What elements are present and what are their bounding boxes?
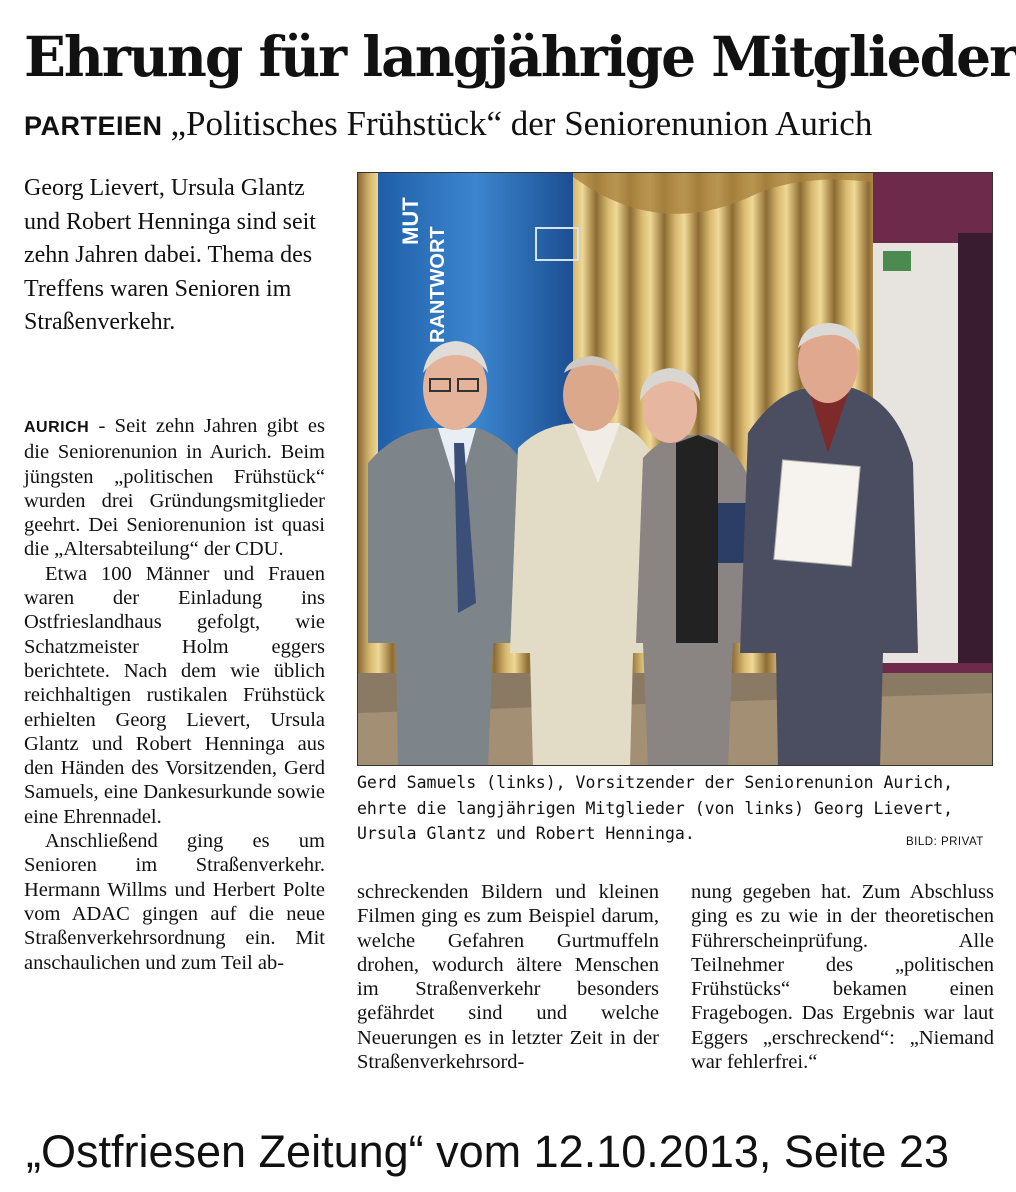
dateline: AURICH (24, 419, 90, 436)
headline: Ehrung für langjährige Mitglieder (24, 24, 1016, 89)
article-paragraph-4: schreckenden Bildern und kleinen Filmen ging es zum Beispiel darum, welche Gefahren Gurtmuffeln drohen, wodurch ältere Menschen im Straßenverkehr besonders gefährdet sind und welche Neuerungen es in letzter Zeit in der Straßenverkehrsord- (357, 881, 659, 1074)
photo-illustration (358, 173, 993, 766)
source-footer: „Ostfriesen Zeitung“ vom 12.10.2013, Seite 23 (26, 1126, 950, 1177)
kicker: PARTEIEN (24, 111, 163, 141)
photo-credit: BILD: PRIVAT (906, 836, 984, 848)
subheadline: „Politisches Frühstück“ der Seniorenunion Aurich (170, 104, 873, 143)
paragraph-1-text: - Seit zehn Jahren gibt es die Seniorenunion in Aurich. Beim jüngsten „politischen Frühstück“ wurden drei Gründungsmitglieder geehrt. Dei Seniorenunion ist quasi die „Altersabteilung“ der CDU. (24, 415, 325, 561)
banner-text-1: MUT (398, 197, 423, 245)
article-paragraph-3: Anschließend ging es um Senioren im Straßenverkehr. Hermann Willms und Herbert Polte vom ADAC gingen auf die neue Straßenverkehrsordnung ein. Mit anschaulichen und zum Teil ab- (24, 830, 325, 974)
photo-caption: Gerd Samuels (links), Vorsitzender der Seniorenunion Aurich, ehrte die langjährigen Mitglieder (von links) Georg Lievert, Ursula Glantz und Robert Henninga. (357, 773, 954, 843)
article-column-2 (357, 880, 659, 1074)
lead-paragraph: Georg Lievert, Ursula Glantz und Robert Henninga sind seit zehn Jahren dabei. Thema des Treffens waren Senioren im Straßenverkehr. (24, 175, 316, 335)
article-paragraph-5: nung gegeben hat. Zum Abschluss ging es zu wie in der theoretischen Führerscheinprüfung. Alle Teilnehmer des „politischen Frühstücks“ bekamen einen Fragebogen. Das Ergebnis war laut Eggers „erschreckend“: „Niemand war fehlerfrei.“ (691, 881, 994, 1074)
article-paragraph-2: Etwa 100 Männer und Frauen waren der Einladung ins Ostfrieslandhaus gefolgt, wie Schatzmeister Holm eggers berichtete. Nach dem wie üblich reichhaltigen rustikalen Frühstück erhielten Georg Lievert, Ursula Glantz und Robert Henninga aus den Händen des Vorsitzenden, Gerd Samuels, eine Dankesurkunde sowie eine Ehrennadel. (24, 562, 325, 828)
certificate (774, 460, 860, 566)
exit-sign (883, 251, 911, 271)
article-photo (357, 172, 993, 766)
article-paragraph-1 (24, 414, 325, 562)
banner-text-2: RANTWORT (427, 226, 449, 343)
article-column-3 (691, 880, 994, 1074)
subline (24, 104, 994, 148)
article-column-1 (24, 414, 325, 975)
